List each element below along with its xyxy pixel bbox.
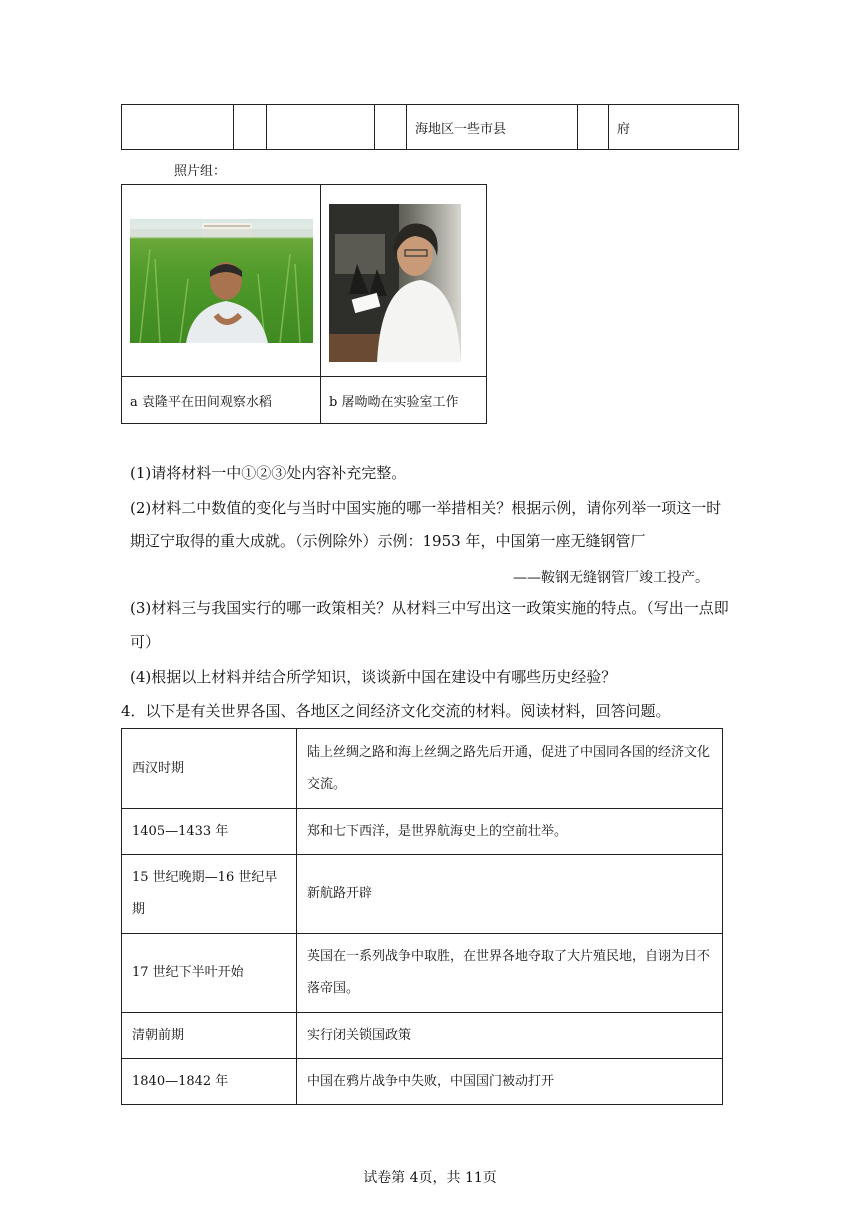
event-cell: 英国在一系列战争中取胜，在世界各地夺取了大片殖民地，自诩为日不落帝国。 (297, 934, 723, 1013)
page-footer: 试卷第 4页，共 11页 (363, 1170, 497, 1186)
question-3-line-2: 可） (130, 633, 161, 651)
event-cell: 实行闭关锁国政策 (297, 1013, 723, 1059)
table-cell (578, 105, 609, 150)
table-row (122, 809, 723, 855)
photo-rice-field (130, 219, 313, 343)
table-cell (234, 105, 267, 150)
top-continued-table (121, 104, 739, 150)
period-cell: 西汉时期 (122, 729, 297, 809)
table-row (122, 185, 487, 377)
table-row (122, 729, 723, 809)
photo-group-label: 照片组： (174, 164, 227, 179)
history-table (121, 728, 723, 1105)
question-3-line-1: (3)材料三与我国实行的哪一政策相关？从材料三中写出这一政策实施的特点。（写出一点即 (130, 599, 729, 617)
event-cell: 郑和七下西洋，是世界航海史上的空前壮举。 (297, 809, 723, 855)
photo-table (121, 184, 487, 424)
period-cell: 清朝前期 (122, 1013, 297, 1059)
photo-caption-a: a 袁隆平在田间观察水稻 (122, 377, 321, 424)
table-row (122, 1013, 723, 1059)
table-cell (267, 105, 375, 150)
period-cell: 1405—1433 年 (122, 809, 297, 855)
period-cell: 15 世纪晚期—16 世纪早期 (122, 855, 297, 934)
table-cell: 海地区一些市县 (407, 105, 578, 150)
table-cell (122, 105, 234, 150)
question-4-intro: 4．以下是有关世界各国、各地区之间经济文化交流的材料。阅读材料，回答问题。 (121, 702, 671, 720)
photo-laboratory (329, 204, 461, 362)
question-2-line-1: (2)材料二中数值的变化与当时中国实施的哪一举措相关？根据示例，请你列举一项这一时 (130, 499, 722, 517)
photo-cell-a (122, 185, 321, 377)
event-cell: 新航路开辟 (297, 855, 723, 934)
question-2-line-3: ——鞍钢无缝钢管厂竣工投产。 (513, 570, 709, 586)
table-row (122, 1059, 723, 1105)
table-row (122, 105, 739, 150)
table-cell: 府 (609, 105, 739, 150)
table-row (122, 377, 487, 424)
event-cell: 陆上丝绸之路和海上丝绸之路先后开通，促进了中国同各国的经济文化交流。 (297, 729, 723, 809)
table-row (122, 855, 723, 934)
photo-caption-b: b 屠呦呦在实验室工作 (321, 377, 487, 424)
question-2-line-2: 期辽宁取得的重大成就。（示例除外）示例：1953 年，中国第一座无缝钢管厂 (130, 532, 646, 550)
photo-cell-b (321, 185, 487, 377)
table-cell (375, 105, 407, 150)
table-row (122, 934, 723, 1013)
event-cell: 中国在鸦片战争中失败，中国国门被动打开 (297, 1059, 723, 1105)
question-1: (1)请将材料一中①②③处内容补充完整。 (130, 464, 407, 482)
period-cell: 17 世纪下半叶开始 (122, 934, 297, 1013)
question-4: (4)根据以上材料并结合所学知识，谈谈新中国在建设中有哪些历史经验？ (130, 668, 617, 686)
period-cell: 1840—1842 年 (122, 1059, 297, 1105)
